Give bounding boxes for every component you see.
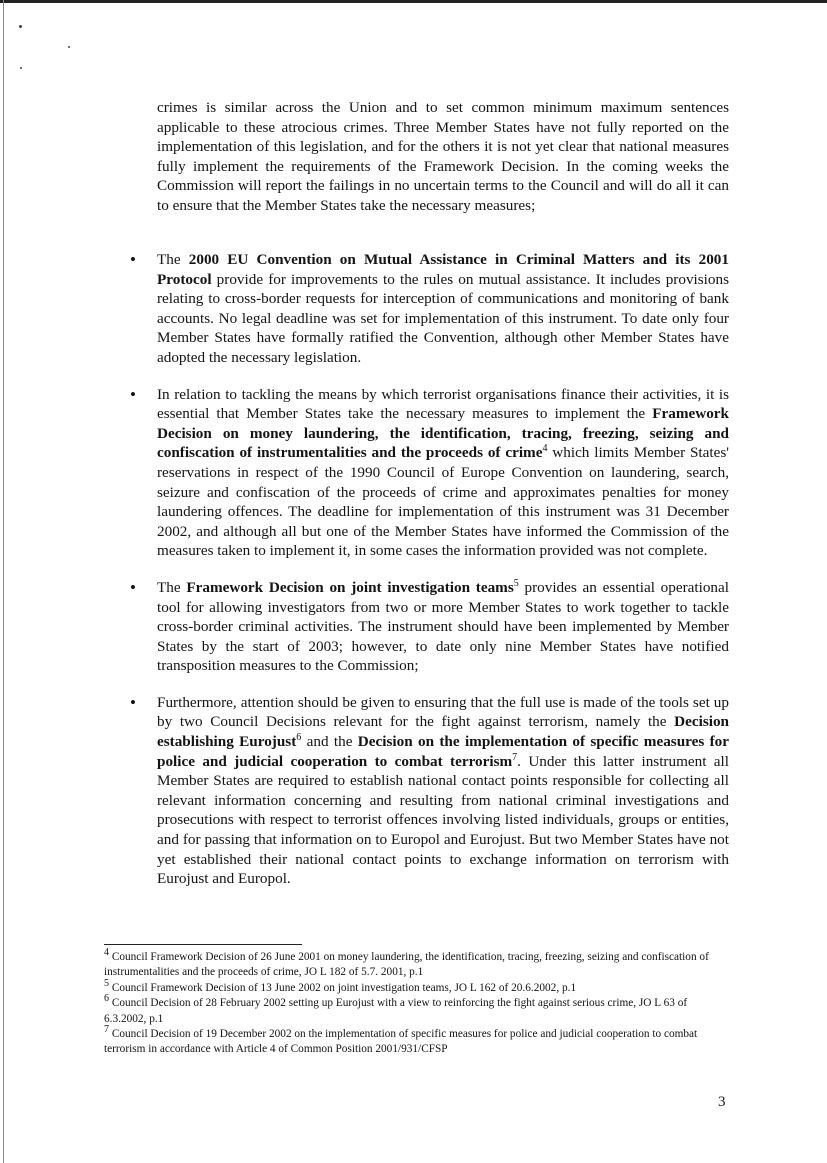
bullet-text: provide for improvements to the rules on mutual assistance. It includes provisions relating to cross-border requests for interception of communications and monitoring of bank accounts. No legal deadline was set for implementation of this instrument. To date only four Member States have formally ratified the Convention, although other Member States have adopted the necessary legislation. bbox=[157, 270, 729, 366]
scan-speck bbox=[68, 46, 70, 48]
footnote-ref[interactable]: 7 bbox=[512, 751, 518, 763]
footnote-text: Council Decision of 19 December 2002 on the implementation of specific measures for police and judicial cooperation to combat terrorism in accordance with Article 4 of Common Position 2001/931/CFSP bbox=[104, 1028, 698, 1056]
bullet-eurojust bbox=[157, 693, 729, 889]
top-border-line bbox=[0, 0, 827, 3]
bullet-text: and the bbox=[301, 733, 358, 751]
bullet-bold-text: Decision on the implementation of specific measures for police and judicial cooperation to combat terrorism bbox=[157, 733, 730, 770]
footnotes bbox=[104, 947, 714, 1058]
footnote-text: Council Framework Decision of 13 June 2002 on joint investigation teams, JO L 162 of 20.6.2002, p.1 bbox=[109, 981, 577, 994]
bullet-joint-investigation bbox=[157, 578, 729, 676]
footnote-number: 5 bbox=[104, 978, 109, 990]
bullet-text: The bbox=[157, 251, 189, 268]
footnote-4 bbox=[104, 947, 714, 981]
bullet-bold-text: Decision establishing Eurojust bbox=[157, 713, 729, 751]
bullet-bold-text: Framework Decision on money laundering, the identification, tracing, freezing, seizing and confiscation of instrumentalities and the proceeds of crime bbox=[157, 405, 729, 462]
footnote-text: Council Framework Decision of 26 June 2001 on money laundering, the identification, tracing, freezing, seizing and confiscation of instrumentalities and the proceeds of crime, JO L 182 of 5.7. 2001, p.1 bbox=[104, 951, 709, 979]
footnote-ref[interactable]: 4 bbox=[542, 443, 548, 455]
bullet-money-laundering bbox=[157, 385, 729, 561]
footnote-separator bbox=[104, 944, 302, 945]
page-number: 3 bbox=[718, 1094, 726, 1110]
footnote-6 bbox=[104, 993, 714, 1027]
footnote-5 bbox=[104, 978, 714, 996]
lead-paragraph: crimes is similar across the Union and to set common minimum maximum sentences applicable to these atrocious crimes. Three Member States have not fully reported on the implementation of this legislation, and for the others it is not yet clear that national measures fully implement the requirements of the Framework Decision. In the coming weeks the Commission will report the failings in no uncertain terms to the Council and will do all it can to ensure that the Member States take the necessary measures; bbox=[157, 99, 729, 214]
bullet-text: . Under this latter instrument all Member States are required to establish national contact points responsible for collecting all relevant information concerning and resulting from national criminal investigations and prosecutions with respect to terrorist offences involving listed individuals, groups or entities, and for passing that information on to Europol and Eurojust. But two Member States have not yet established their national contact points to exchange information on terrorism with Eurojust and Europol. bbox=[157, 752, 729, 888]
bullet-text: The bbox=[157, 578, 187, 596]
footnote-7 bbox=[104, 1024, 714, 1058]
scan-speck bbox=[19, 25, 22, 28]
bullet-text: Furthermore, attention should be given to ensuring that the full use is made of the tools set up by two Council Decisions relevant for the fight against terrorism, namely the bbox=[157, 693, 729, 731]
footnote-ref[interactable]: 6 bbox=[296, 732, 302, 743]
bullet-text: which limits Member States' reservations in respect of the 1990 Council of Europe Convention on laundering, search, seizure and confiscation of the proceeds of crime and approximates penalties for money laundering offences. The deadline for implementation of this instrument was 31 December 2002, and although all but one of the Member States have informed the Commission of the measures taken to implement it, in some cases the information provided was not complete. bbox=[157, 444, 730, 560]
bullet-bold-text: Framework Decision on joint investigation teams bbox=[186, 578, 514, 596]
scan-speck bbox=[20, 67, 22, 69]
bullet-list bbox=[0, 250, 827, 906]
footnote-number: 4 bbox=[104, 947, 109, 959]
footnote-ref[interactable]: 5 bbox=[513, 577, 519, 589]
bullet-text: provides an essential operational tool for allowing investigators from two or more Member States to work together to tackle cross-border criminal activities. The instrument should have been implemented by Member States by the start of 2003; however, to date only nine Member States have notified transposition measures to the Commission; bbox=[157, 578, 729, 675]
footnote-number: 7 bbox=[104, 1024, 109, 1036]
footnote-text: Council Decision of 28 February 2002 setting up Eurojust with a view to reinforcing the fight against serious crime, JO L 63 of 6.3.2002, p.1 bbox=[104, 997, 688, 1025]
footnote-number: 6 bbox=[104, 993, 109, 1005]
bullet-mutual-assistance bbox=[157, 250, 729, 368]
bullet-bold-text: 2000 EU Convention on Mutual Assistance in Criminal Matters and its 2001 Protocol bbox=[157, 251, 729, 288]
bullet-text: In relation to tackling the means by which terrorist organisations finance their activities, it is essential that Member States take the necessary measures to implement the bbox=[157, 385, 729, 423]
